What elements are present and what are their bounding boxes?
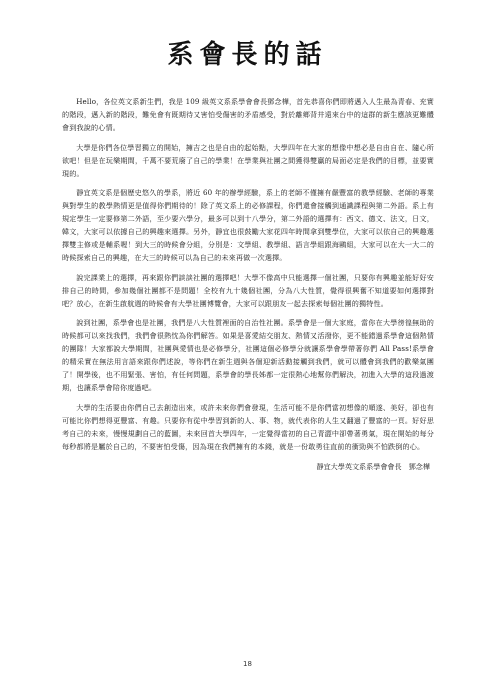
paragraph-clubs: 說完課業上的選擇，再來跟你們談談社團的選擇吧！大學不像高中只能選擇一個社團，只要你有興趣並能好好安排自己的時間，參加幾個社團都不是問題！全校有九十幾個社團，分為八大性質，覺得很興奮不知道要如何選擇對吧？放心，在新生啟航週的時候會有大學社團博覽會，大家可以跟朋友一起去探索每個社團的獨特性。 xyxy=(62,272,434,308)
signature: 靜宜大學英文系系學會會長 鄧念樺 xyxy=(316,461,430,471)
article-body xyxy=(62,95,434,473)
page-title: 系會長的話 xyxy=(167,40,328,70)
paragraph-independence: 大學是你們各位學習獨立的開始，擁吉之也是自由的起始點，大學四年在大家的想像中想必是自由自在、隨心所欲吧！但是在玩樂期間，千萬不要荒廢了自己的學業！在學業與社團之間獲得雙贏的局面必定是我們的目標，並要實現的。 xyxy=(62,142,434,178)
paragraph-department: 靜宜英文系是個歷史悠久的學系，將近 60 年的辦學經驗，系上的老師不僅擁有嚴豐富的教學經驗、老師的專業與對學生的教學熱情更是值得你們期待的！除了英文系上的必修課程，你們還會接觸到通識課程與第二外語。系上有規定學生一定要修第二外語，至少要六學分，最多可以到十八學分，第二外語的選擇有：西文、德文、法文，日文，韓文，大家可以依據自己的興趣來選擇。另外，靜宜也很鼓勵大家花四年時間拿到雙學位，大家可以依自己的興趣選擇雙主修或是輔系喔！到大三的時候會分組，分別是：文學組、教學組、語言學組跟海鷗組，大家可以在大一大二的時候探索自己的興趣，在大三的時候可以為自己的未來再做一次選擇。 xyxy=(62,188,434,263)
page-number: 18 xyxy=(243,660,252,668)
paragraph-student-association: 說到社團，系學會也是社團，我們是八大性質裡面的自治性社團。系學會是一個大家庭，當你在大學徬徨無助的時候都可以來找我們，我們會很熱忱為你們解答。如果是喜愛結交朋友、熱情又活潑你，更不能錯過系學會這個熱情的團隊！大家都說大學期間，社團與愛情也是必修學分，社團這個必修學分就讓系學會學帶著你們 All Pass!系學會的精采實在無法用言語來跟你們述說，等你們在新生週與各個迎新活動接觸到我們，就可以體會到我們的歡樂氣團了！開學後，也不用緊張、害怕，有任何問題，系學會的學長姊都一定很熱心地幫你們解決，初進入大學的這段過渡期，也讓系學會陪你度過吧。 xyxy=(62,318,434,393)
paragraph-greeting: Hello，各位英文系新生們，我是 109 級英文系系學會會長鄧念樺，首先恭喜你們即將邁入人生最為青春、充實的階段，邁入新的階段，難免會有既期待又害怕受傷害的矛盾感受，對於離鄉背井遠來台中的這群的新生應該更難體會到我說的心情。 xyxy=(62,97,434,132)
paragraph-closing: 大學的生活要由你們自己去創造出來，或許未來你們會發現，生活可能不是你們當初想像的順遂、美好，卻也有可能比你們想得更豐富、有趣。只要你有從中學習到新的人、事、物，就代表你的人生又翻過了豐富的一頁。好好思考自己的未來，慢慢規劃自己的藍圖，未來回首大學四年，一定覺得當初的自己青澀中卻帶著勇氣，現在開始的每分每秒都將是屬於自己的，不要害怕受傷，因為現在我們擁有的本錢，就是一份敢勇往直前的衝勁與不怕跌倒的心。 xyxy=(62,402,434,451)
